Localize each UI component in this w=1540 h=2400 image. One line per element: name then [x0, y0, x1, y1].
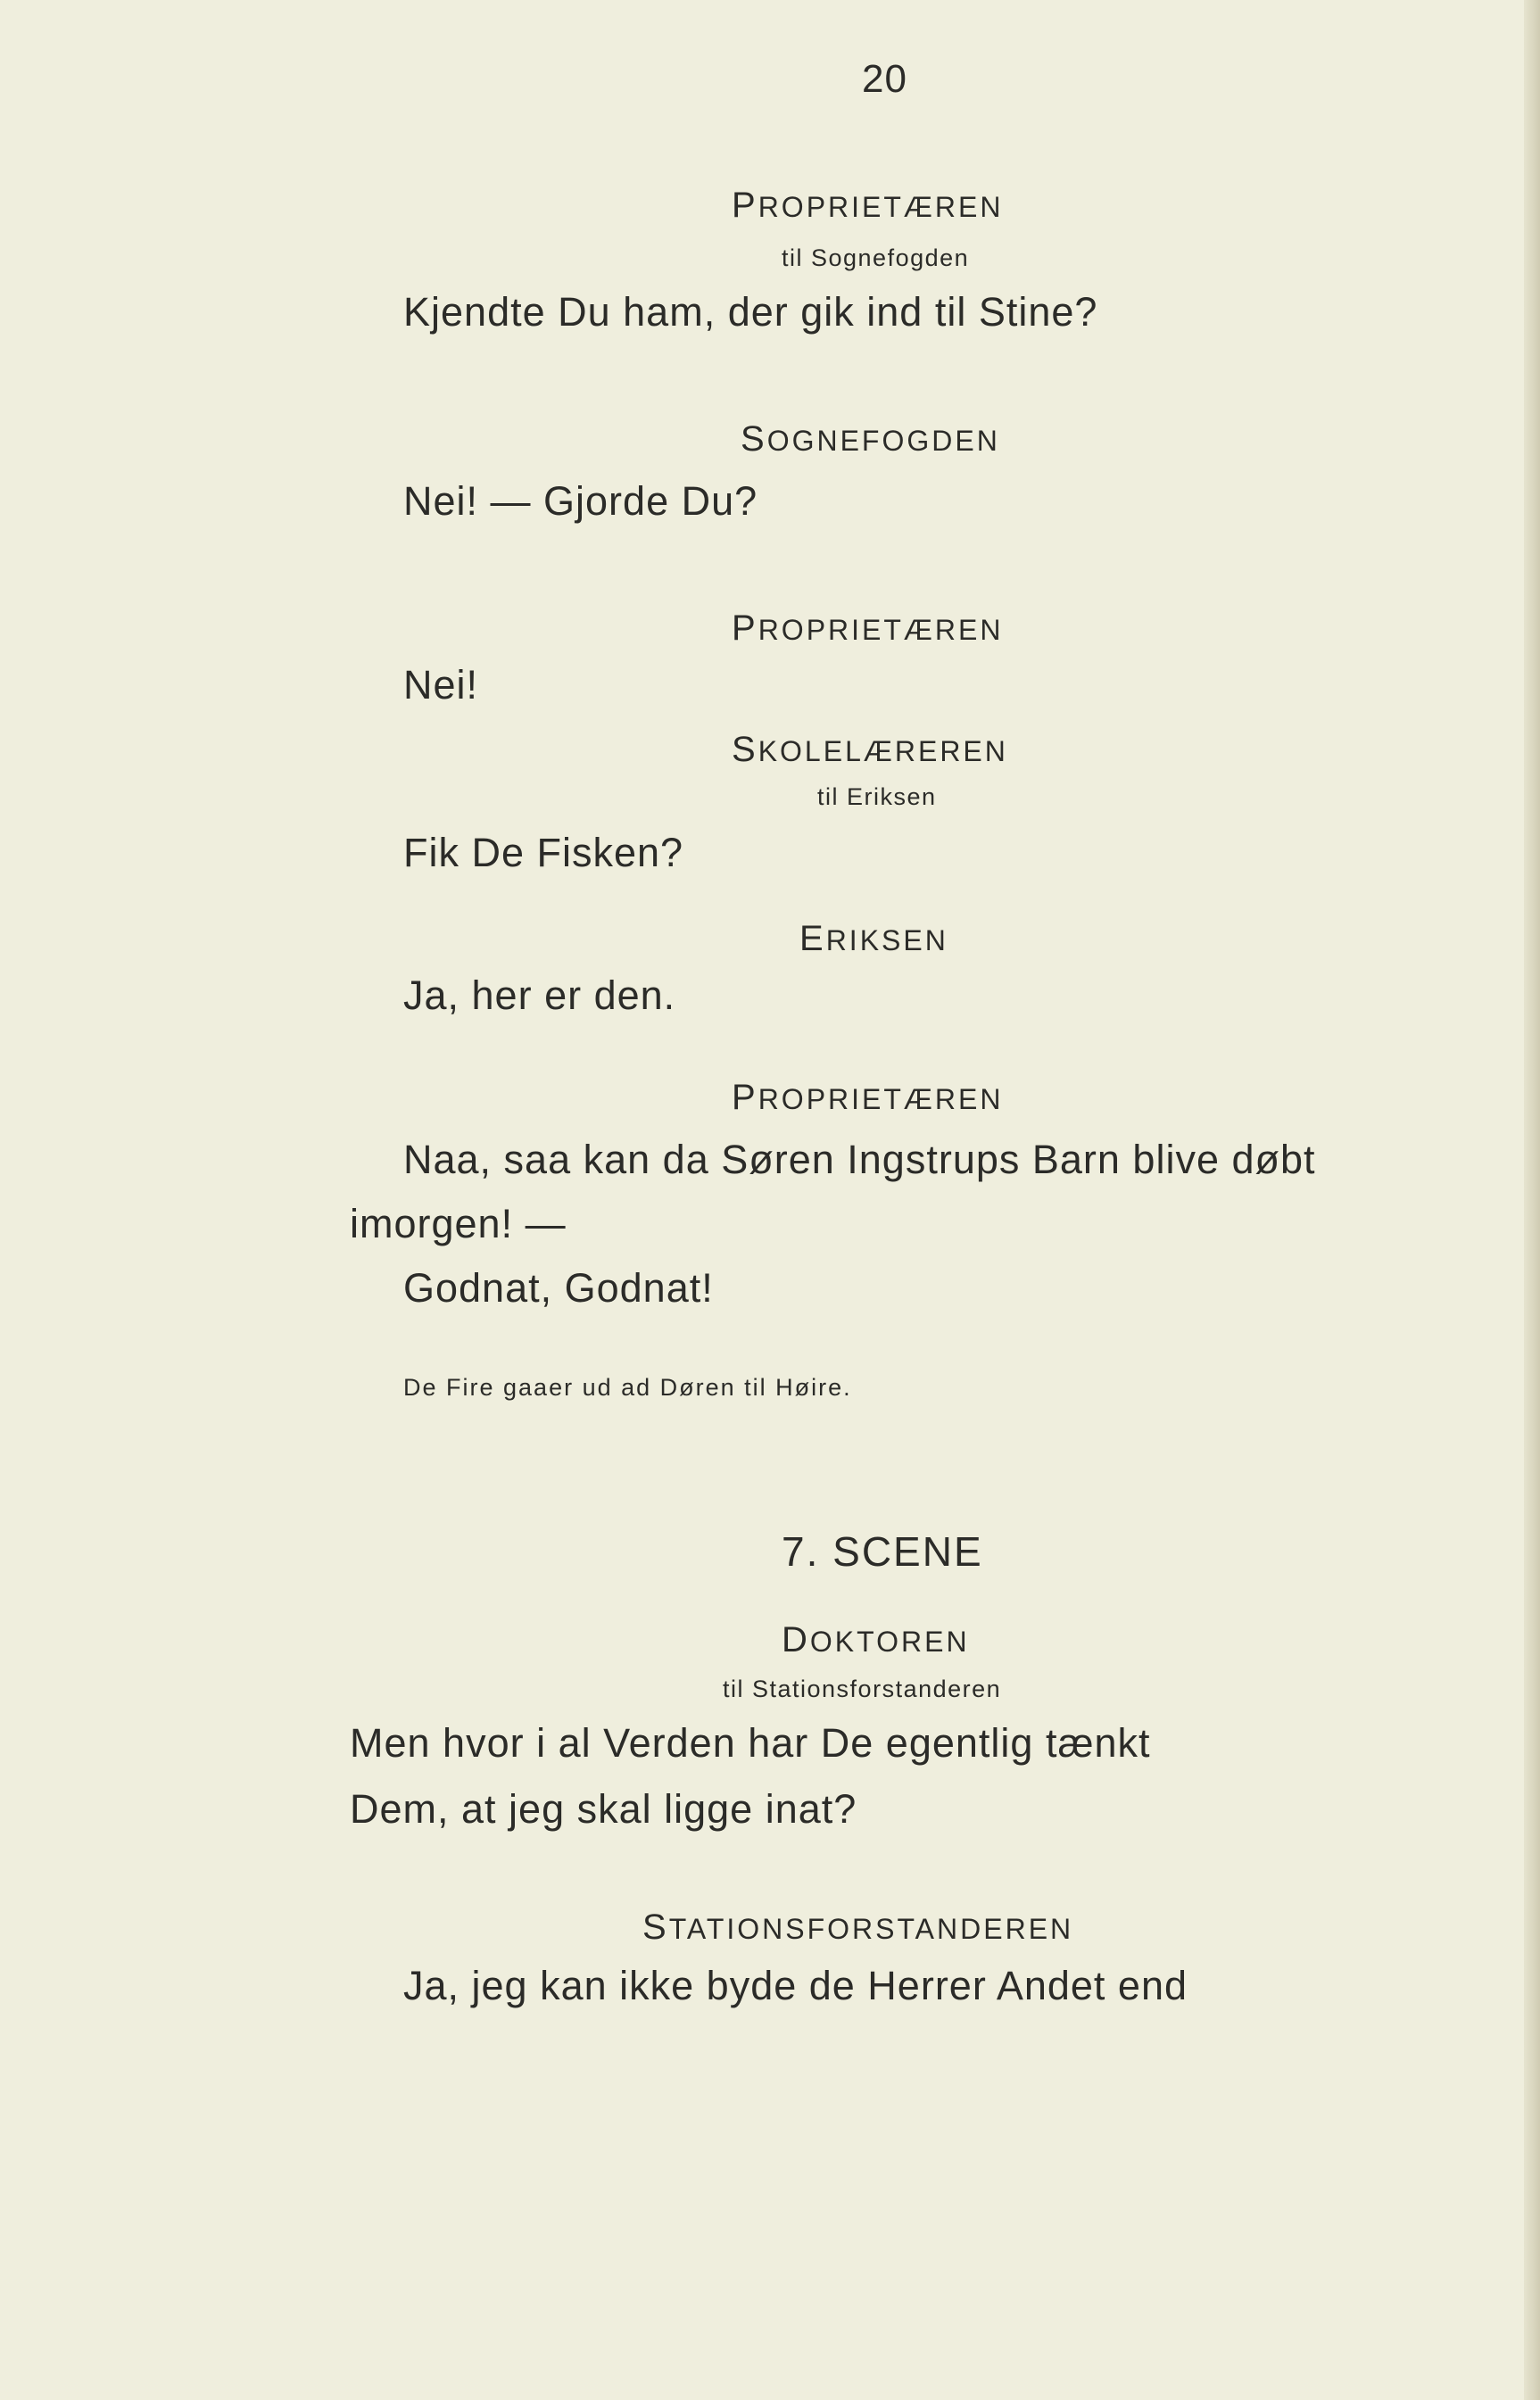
speaker-name: PROPRIETÆREN: [732, 1078, 1004, 1117]
speaker-name: ERIKSEN: [799, 919, 948, 958]
dialogue-line: Kjendte Du ham, der gik ind til Stine?: [403, 289, 1098, 335]
dialogue-line: Fik De Fisken?: [403, 830, 684, 875]
dialogue-line: Nei! — Gjorde Du?: [403, 478, 758, 524]
speaker-name: DOKTOREN: [782, 1620, 970, 1659]
dialogue-line: Ja, jeg kan ikke byde de Herrer Andet end: [403, 1963, 1188, 2008]
stage-direction: til Stationsforstanderen: [723, 1676, 1002, 1702]
dialogue-line: Men hvor i al Verden har De egentlig tænkt: [350, 1720, 1151, 1766]
speaker-name: STATIONSFORSTANDEREN: [642, 1908, 1074, 1947]
speaker-name: PROPRIETÆREN: [732, 608, 1004, 648]
stage-direction: til Eriksen: [817, 783, 937, 810]
dialogue-line: Nei!: [403, 662, 479, 708]
speaker-name: SKOLELÆREREN: [732, 730, 1008, 769]
stage-direction: til Sognefogden: [782, 244, 970, 271]
dialogue-line: Dem, at jeg skal ligge inat?: [350, 1786, 857, 1832]
dialogue-line: Naa, saa kan da Søren Ingstrups Barn blive døbt: [403, 1137, 1316, 1182]
speaker-name: PROPRIETÆREN: [732, 186, 1004, 225]
page-number: 20: [862, 57, 907, 101]
stage-direction: De Fire gaaer ud ad Døren til Høire.: [403, 1374, 852, 1401]
scene-heading: 7. SCENE: [782, 1528, 983, 1575]
dialogue-line: imorgen! —: [350, 1201, 567, 1246]
page-edge-shadow: [1524, 0, 1540, 2400]
dialogue-line: Ja, her er den.: [403, 972, 676, 1018]
speaker-name: SOGNEFOGDEN: [741, 419, 1000, 459]
dialogue-line: Godnat, Godnat!: [403, 1265, 714, 1311]
